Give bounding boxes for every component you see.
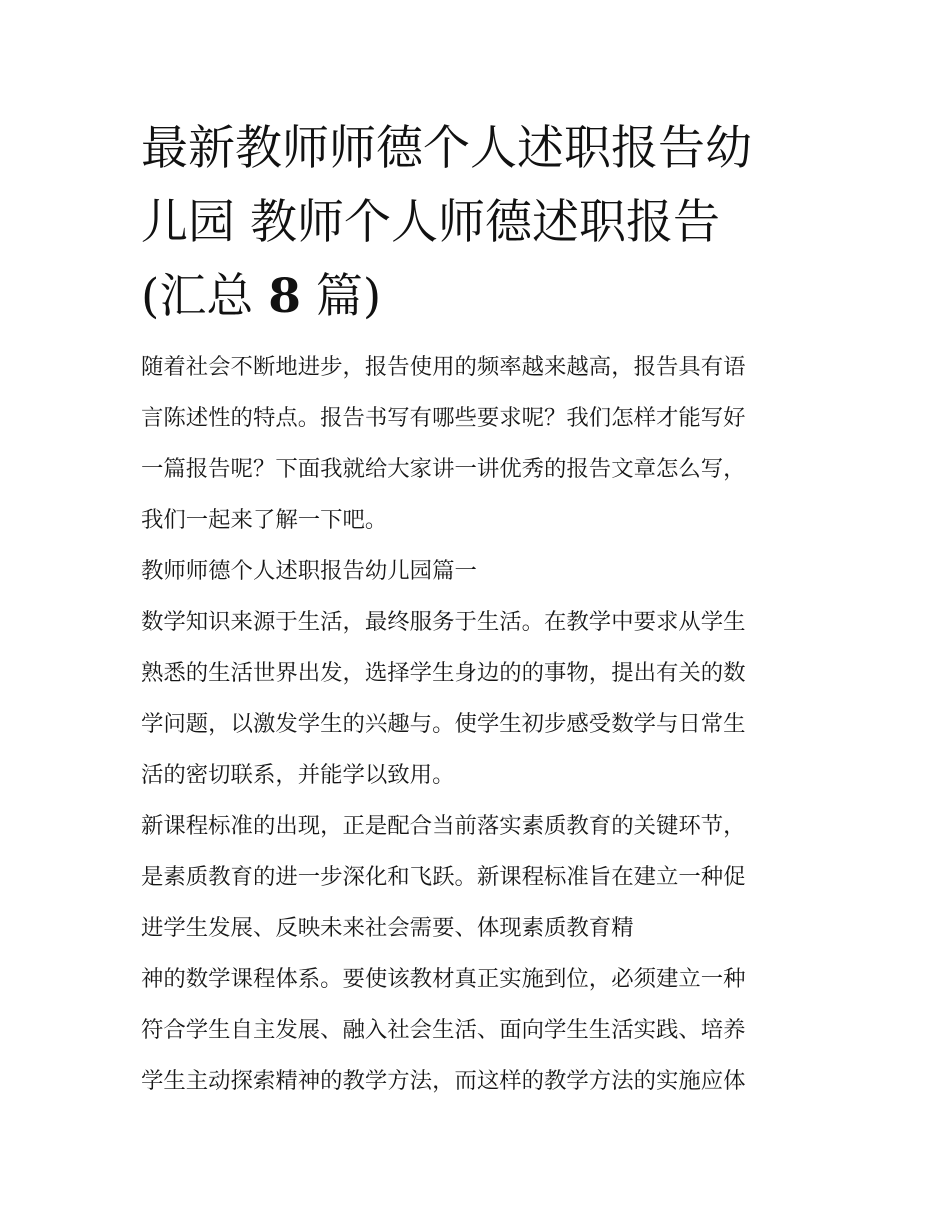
paragraph-1-line: 熟悉的生活世界出发，选择学生身边的的事物，提出有关的数 [141,660,746,686]
title-line-3-open: (汇总 [141,269,269,324]
section-heading-text: 教师师德个人述职报告幼儿园篇一 [141,558,477,584]
section-heading [141,546,813,597]
paragraph-2-line: 符合学生自主发展、融入社会生活、面向学生生活实践、培养 [141,1017,746,1043]
document-content [141,112,813,1107]
title-line-2: 儿园 教师个人师德述职报告 [141,195,720,250]
title-line-3 [141,260,813,334]
paragraph-1-line: 数学知识来源于生活，最终服务于生活。在教学中要求从学生 [141,609,746,635]
paragraph-1-line: 活的密切联系，并能学以致用。 [141,762,455,788]
paragraph-2 [141,801,813,1107]
paragraph-1-line: 学问题，以激发学生的兴趣与。使学生初步感受数学与日常生 [141,711,746,737]
intro-line: 我们一起来了解一下吧。 [141,507,388,533]
intro-line: 随着社会不断地进步，报告使用的频率越来越高，报告具有语 [141,354,746,380]
intro-paragraph [141,342,813,546]
paragraph-2-line: 神的数学课程体系。要使该教材真正实施到位，必须建立一种 [141,966,746,992]
paragraph-2-line: 新课程标准的出现，正是配合当前落实素质教育的关键环节， [141,813,746,839]
intro-line: 一篇报告呢？下面我就给大家讲一讲优秀的报告文章怎么写， [141,456,746,482]
paragraph-2-line: 学生主动探索精神的教学方法，而这样的教学方法的实施应体 [141,1068,746,1094]
title-line-1: 最新教师师德个人述职报告幼 [141,121,752,176]
intro-line: 言陈述性的特点。报告书写有哪些要求呢？我们怎样才能写好 [141,405,746,431]
title-line-3-close: 篇) [300,269,382,324]
paragraph-1 [141,597,813,801]
title-line-3-number: 8 [268,269,301,324]
document-body [141,342,813,1107]
document-title [141,112,813,334]
paragraph-2-line: 是素质教育的进一步深化和飞跃。新课程标准旨在建立一种促 [141,864,746,890]
paragraph-2-line: 进学生发展、反映未来社会需要、体现素质教育精 [141,915,634,941]
